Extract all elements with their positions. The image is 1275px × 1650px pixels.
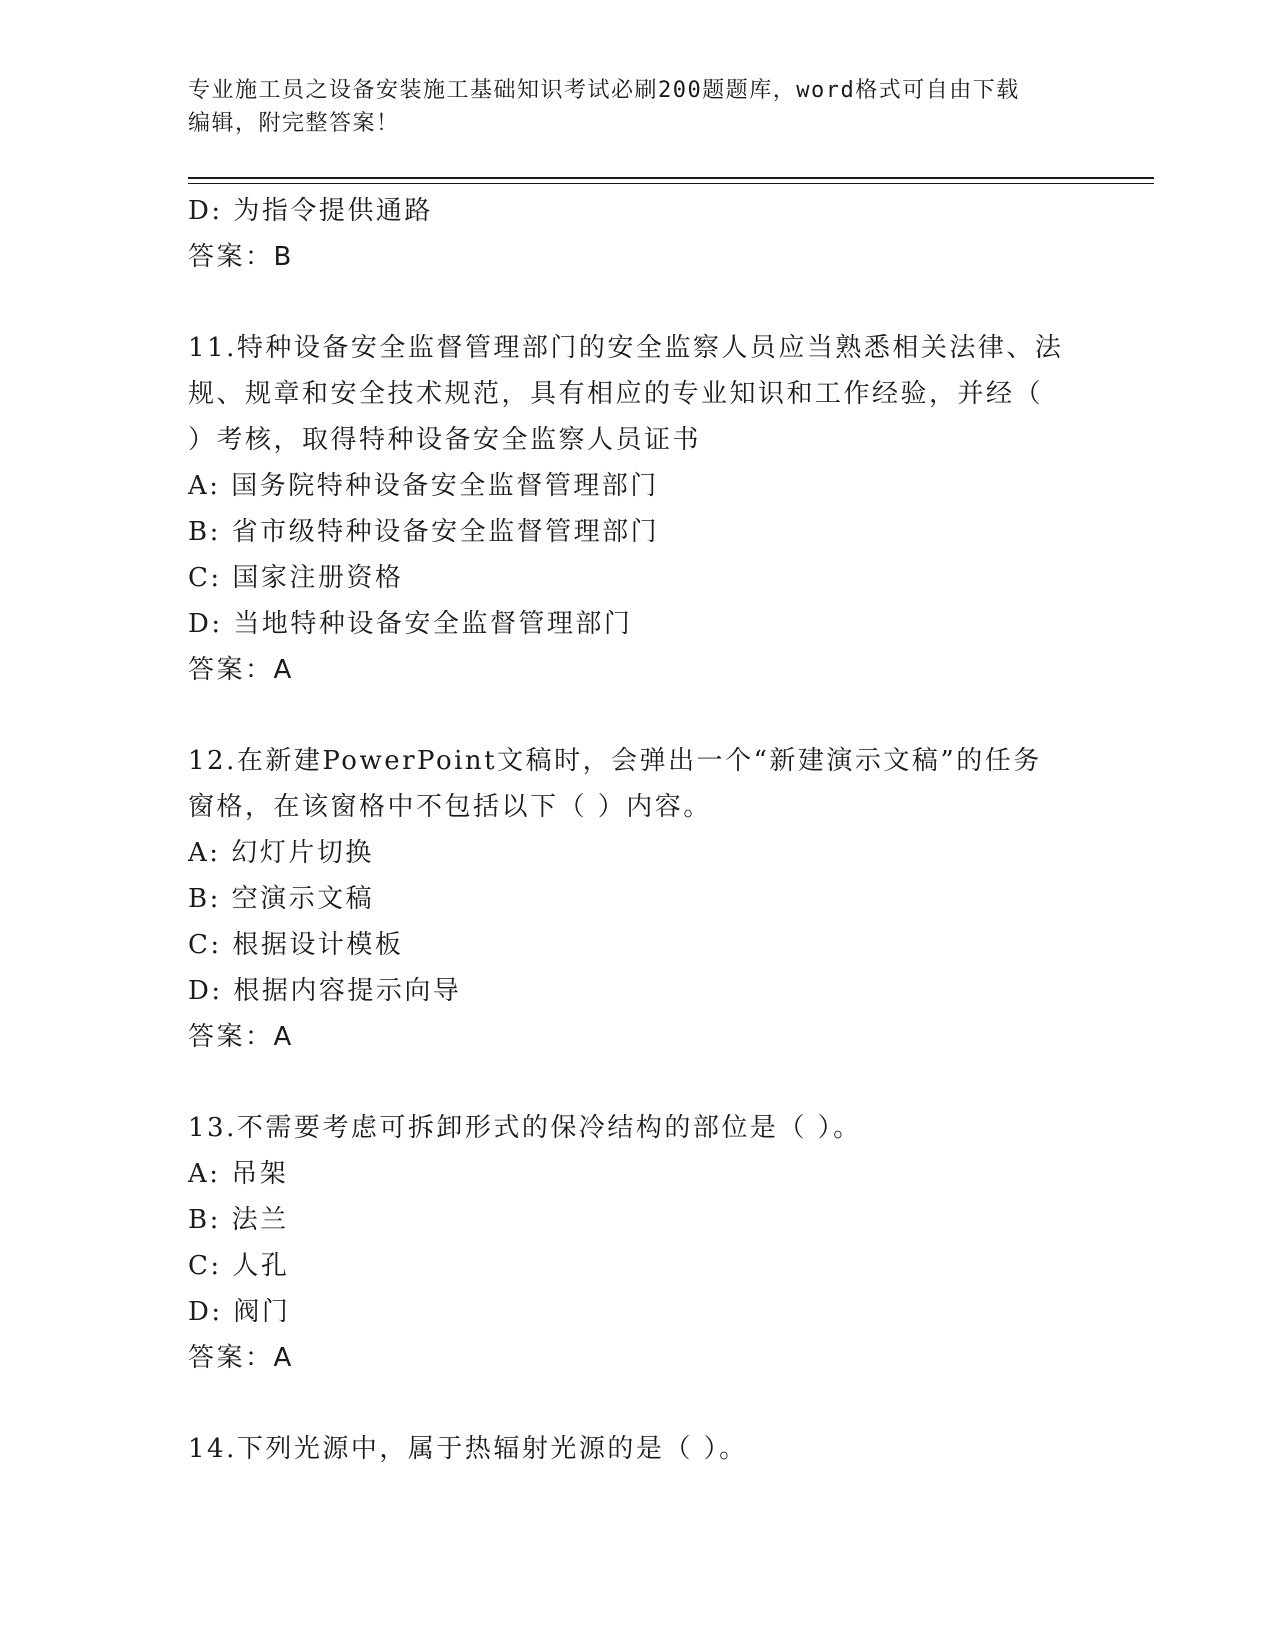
header-line-2: 编辑，附完整答案！ — [188, 111, 400, 136]
answer: 答案：A — [188, 1022, 294, 1052]
question-11 — [188, 325, 1088, 693]
question-stem: 窗格，在该窗格中不包括以下（ ）内容。 — [188, 792, 712, 822]
question-stem: 12.在新建PowerPoint文稿时，会弹出一个“新建演示文稿”的任务 — [188, 746, 1042, 776]
spacer — [188, 1381, 1088, 1426]
question-13 — [188, 1105, 1088, 1381]
question-stem: 13.不需要考虑可拆卸形式的保冷结构的部位是（ ）。 — [188, 1113, 862, 1143]
question-stem: 11.特种设备安全监督管理部门的安全监察人员应当熟悉相关法律、法 — [188, 333, 1064, 363]
option-a: A: 幻灯片切换 — [188, 838, 374, 868]
answer: 答案：A — [188, 655, 294, 685]
question-stem: 规、规章和安全技术规范，具有相应的专业知识和工作经验，并经（ — [188, 379, 1044, 409]
answer: 答案：B — [188, 242, 294, 272]
option-c: C: 人孔 — [188, 1251, 290, 1281]
document-header — [188, 74, 1088, 140]
option-d: D: 阀门 — [188, 1297, 291, 1327]
option-b: B: 省市级特种设备安全监督管理部门 — [188, 517, 660, 547]
question-stem: 14.下列光源中，属于热辐射光源的是（ ）。 — [188, 1434, 748, 1464]
header-rule-thick — [188, 177, 1154, 179]
option-a: A: 吊架 — [188, 1159, 289, 1189]
option-d: D: 当地特种设备安全监督管理部门 — [188, 609, 633, 639]
option-c: C: 国家注册资格 — [188, 563, 404, 593]
option-b: B: 法兰 — [188, 1205, 289, 1235]
header-rule-thin — [188, 183, 1154, 184]
option-d: D: 为指令提供通路 — [188, 196, 433, 226]
question-12 — [188, 738, 1088, 1060]
previous-question-tail — [188, 188, 1088, 280]
header-line-1: 专业施工员之设备安装施工基础知识考试必刷200题题库，word格式可自由下载 — [188, 78, 1020, 103]
question-stem: ）考核，取得特种设备安全监察人员证书 — [188, 425, 702, 455]
spacer — [188, 1060, 1088, 1105]
option-c: C: 根据设计模板 — [188, 930, 404, 960]
document-body — [188, 188, 1088, 1472]
answer: 答案：A — [188, 1343, 294, 1373]
option-b: B: 空演示文稿 — [188, 884, 375, 914]
spacer — [188, 693, 1088, 738]
option-d: D: 根据内容提示向导 — [188, 976, 462, 1006]
question-14 — [188, 1426, 1088, 1472]
spacer — [188, 280, 1088, 325]
option-a: A: 国务院特种设备安全监督管理部门 — [188, 471, 659, 501]
